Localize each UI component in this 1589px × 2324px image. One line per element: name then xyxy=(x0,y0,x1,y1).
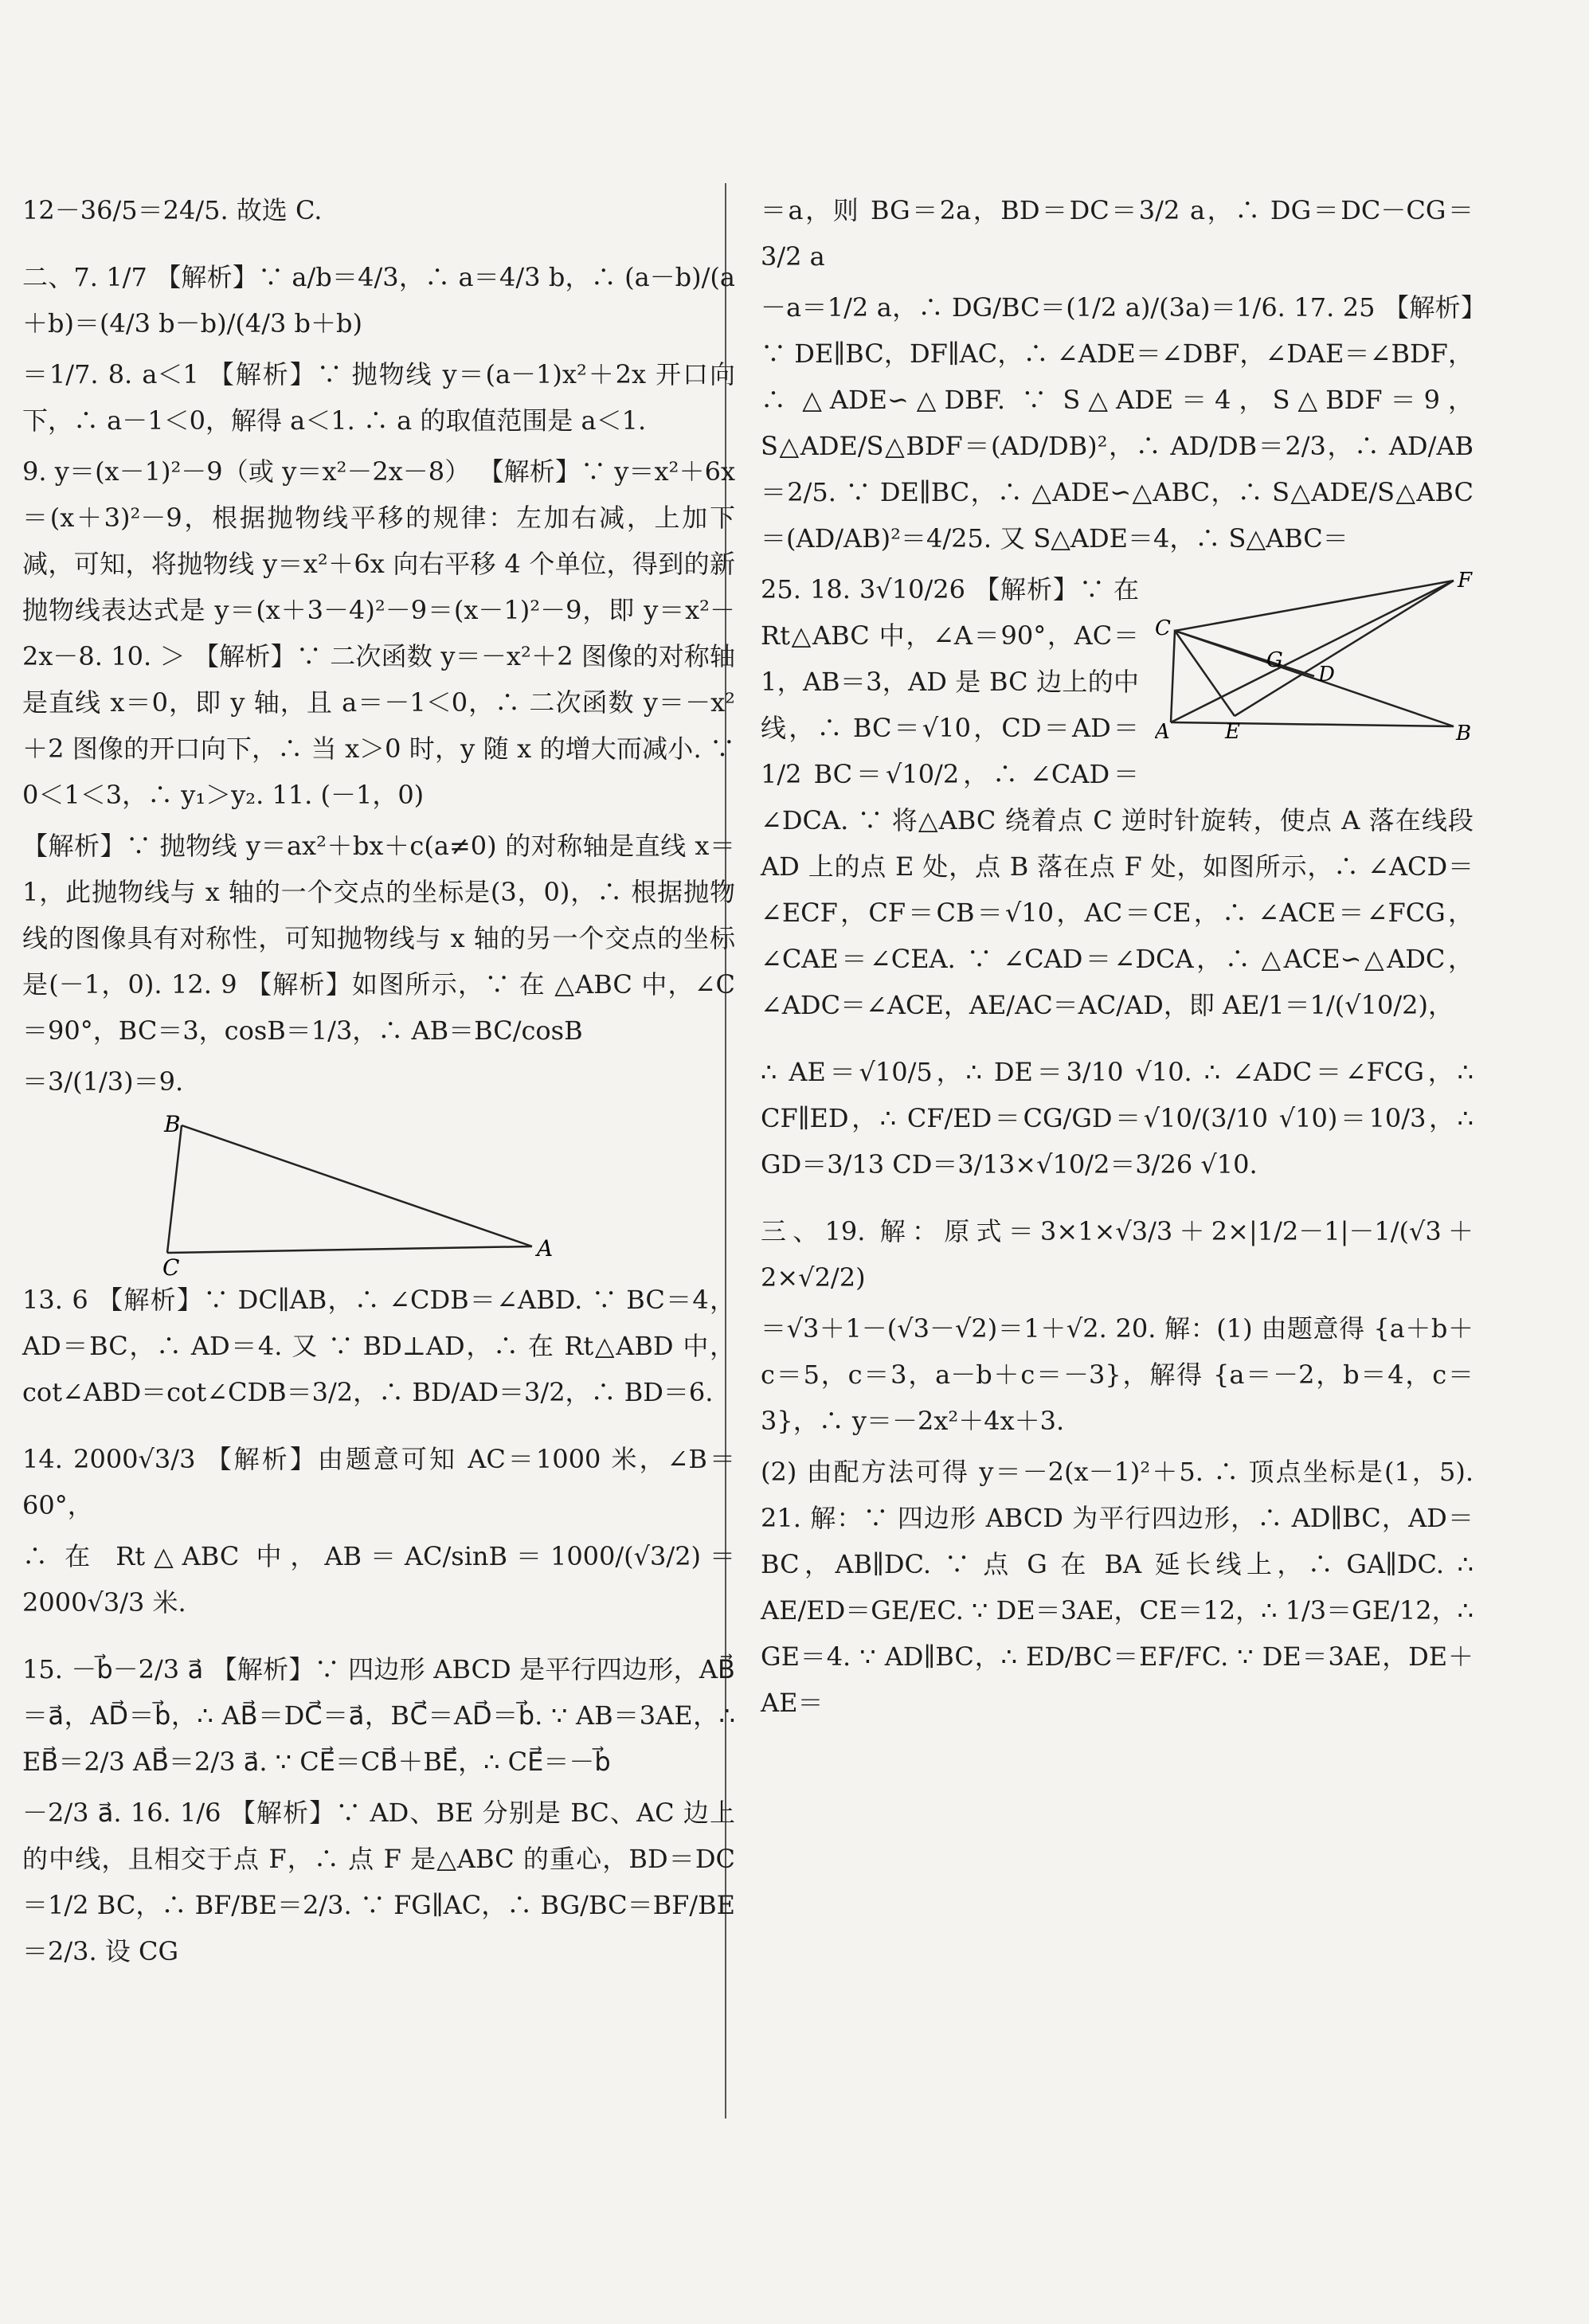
answer-14: 14. 2000√3/3 【解析】由题意可知 AC＝1000 米，∠B＝60°， xyxy=(22,1444,735,1520)
answer-18: 25. 18. 3√10/26 【解析】∵ 在 Rt△ABC 中，∠A＝90°，AC＝1，AB＝3，AD 是 BC 边上的中线，∴ BC＝√10，CD＝AD＝1/2 BC＝√10/2，∴ ∠CAD＝∠DCA. ∵ 将△ABC 绕着点 C 逆时针旋转，使点 A 落在线段 AD 上的点 E 处，点 B 落在点 F 处，如图所示，∴ ∠ACD＝∠ECF，CF＝CB＝√10，AC＝CE，∴ ∠ACE＝∠FCG，∠CAE＝∠CEA. ∵ ∠CAD＝∠DCA，∴ △ACE∽△ADC，∠ADC＝∠ACE，AE/AC＝AC/AD，即 AE/1＝1/(√10/2)， xyxy=(761,574,1474,1020)
answer-14-result: ∴ 在 Rt△ABC 中，AB＝AC/sinB＝1000/(√3/2)＝2000√3/3 米. xyxy=(22,1541,735,1618)
answer-8: ＝1/7. 8. a＜1 【解析】∵ 抛物线 y＝(a－1)x²＋2x 开口向下，∴ a－1＜0，解得 a＜1. ∴ a 的取值范围是 a＜1. xyxy=(22,359,735,436)
answer-9-11: 9. y＝(x－1)²－9（或 y＝x²－2x－8） 【解析】∵ y＝x²＋6x＝(x＋3)²－9，根据抛物线平移的规律：左加右减，上加下减，可知，将抛物线 y＝x²＋6x 向右平移 4 个单位，得到的新抛物线表达式是 y＝(x＋3－4)²－9＝(x－1)²－9，即 y＝x²－2x－8. 10. ＞ 【解析】∵ 二次函数 y＝－x²＋2 图像的对称轴是直线 x＝0，即 y 轴，且 a＝－1＜0，∴ 二次函数 y＝－x²＋2 图像的开口向下，∴ 当 x＞0 时，y 随 x 的增大而减小. ∵ 0＜1＜3，∴ y₁＞y₂. 11. (－1，0) xyxy=(22,456,735,810)
answer-16-cont: ＝a，则 BG＝2a，BD＝DC＝3/2 a，∴ DG＝DC－CG＝3/2 a xyxy=(761,195,1474,272)
right-column xyxy=(761,187,1474,1731)
vertex-label-a: A xyxy=(537,1235,554,1262)
vertex-label-c: C xyxy=(1155,616,1171,640)
triangle-figure-12 xyxy=(22,1109,735,1277)
rotation-figure-18 xyxy=(1155,571,1474,754)
answer-12-result: ＝3/(1/3)＝9. xyxy=(22,1066,184,1097)
answer-16: －2/3 a⃗. 16. 1/6 【解析】∵ AD、BE 分别是 BC、AC 边上的中线，且相交于点 F，∴ 点 F 是△ABC 的重心，BD＝DC＝1/2 BC，∴ BF/BE＝2/3. ∵ FG∥AC，∴ BG/BC＝BF/BE＝2/3. 设 CG xyxy=(22,1798,735,1966)
vertex-label-c: C xyxy=(162,1254,180,1277)
answer-20: ＝√3＋1－(√3－√2)＝1＋√2. 20. 解：(1) 由题意得 {a＋b＋c＝5，c＝3，a－b＋c＝－3}，解得 {a＝－2，b＝4，c＝3}，∴ y＝－2x²＋4x＋3. xyxy=(761,1313,1474,1436)
answer-11-12: 【解析】∵ 抛物线 y＝ax²＋bx＋c(a≠0) 的对称轴是直线 x＝1，此抛物线与 x 轴的一个交点的坐标是(3，0)，∴ 根据抛物线的图像具有对称性，可知抛物线与 x 轴的另一个交点的坐标是(－1，0). 12. 9 【解析】如图所示，∵ 在 △ABC 中，∠C＝90°，BC＝3，cosB＝1/3，∴ AB＝BC/cosB xyxy=(22,831,735,1046)
answer-7: 二、7. 1/7 【解析】∵ a/b＝4/3，∴ a＝4/3 b，∴ (a－b)/(a＋b)＝(4/3 b－b)/(4/3 b＋b) xyxy=(22,262,735,338)
vertex-label-e: E xyxy=(1225,720,1240,744)
vertex-label-g: G xyxy=(1266,648,1283,672)
vertex-label-b: B xyxy=(164,1111,181,1137)
answer-13: 13. 6 【解析】∵ DC∥AB，∴ ∠CDB＝∠ABD. ∵ BC＝4，AD＝BC，∴ AD＝4. 又 ∵ BD⊥AD，∴ 在 Rt△ABD 中，cot∠ABD＝cot∠CDB＝3/2，∴ BD/AD＝3/2，∴ BD＝6. xyxy=(22,1285,735,1407)
answer-19: 三、19. 解：原式＝3×1×√3/3＋2×|1/2－1|－1/(√3＋2×√2/2) xyxy=(761,1216,1474,1293)
answer-21: (2) 由配方法可得 y＝－2(x－1)²＋5. ∴ 顶点坐标是(1，5). 21. 解：∵ 四边形 ABCD 为平行四边形，∴ AD∥BC，AD＝BC，AB∥DC. ∵ 点 G 在 BA 延长线上，∴ GA∥DC. ∴ AE/ED＝GE/EC. ∵ DE＝3AE，CE＝12，∴ 1/3＝GE/12，∴ GE＝4. ∵ AD∥BC，∴ ED/BC＝EF/FC. ∵ DE＝3AE，DE＋AE＝ xyxy=(761,1457,1474,1718)
vertex-label-a: A xyxy=(1155,720,1170,744)
vertex-label-b: B xyxy=(1456,722,1472,745)
answer-line: 12－36/5＝24/5. 故选 C. xyxy=(22,195,323,225)
answer-17: －a＝1/2 a，∴ DG/BC＝(1/2 a)/(3a)＝1/6. 17. 25 【解析】∵ DE∥BC，DF∥AC，∴ ∠ADE＝∠DBF，∠DAE＝∠BDF，∴ △ADE∽△DBF. ∵ S△ADE＝4，S△BDF＝9，S△ADE/S△BDF＝(AD/DB)²，∴ AD/DB＝2/3，∴ AD/AB＝2/5. ∵ DE∥BC，∴ △ADE∽△ABC，∴ S△ADE/S△ABC＝(AD/AB)²＝4/25. 又 S△ADE＝4，∴ S△ABC＝ xyxy=(761,292,1474,554)
vertex-label-d: D xyxy=(1318,663,1335,687)
vertex-label-f: F xyxy=(1458,571,1473,593)
answer-15: 15. －b⃗－2/3 a⃗ 【解析】∵ 四边形 ABCD 是平行四边形，AB⃗＝a⃗，AD⃗＝b⃗，∴ AB⃗＝DC⃗＝a⃗，BC⃗＝AD⃗＝b⃗. ∵ AB＝3AE，∴ EB⃗＝2/3 AB⃗＝2/3 a⃗. ∵ CE⃗＝CB⃗＋BE⃗，∴ CE⃗＝－b⃗ xyxy=(22,1654,735,1777)
left-column xyxy=(22,187,735,1979)
answer-18-cont: ∴ AE＝√10/5，∴ DE＝3/10 √10. ∴ ∠ADC＝∠FCG，∴ CF∥ED，∴ CF/ED＝CG/GD＝√10/(3/10 √10)＝10/3，∴ GD＝3/13 CD＝3/13×√10/2＝3/26 √10. xyxy=(761,1057,1474,1180)
